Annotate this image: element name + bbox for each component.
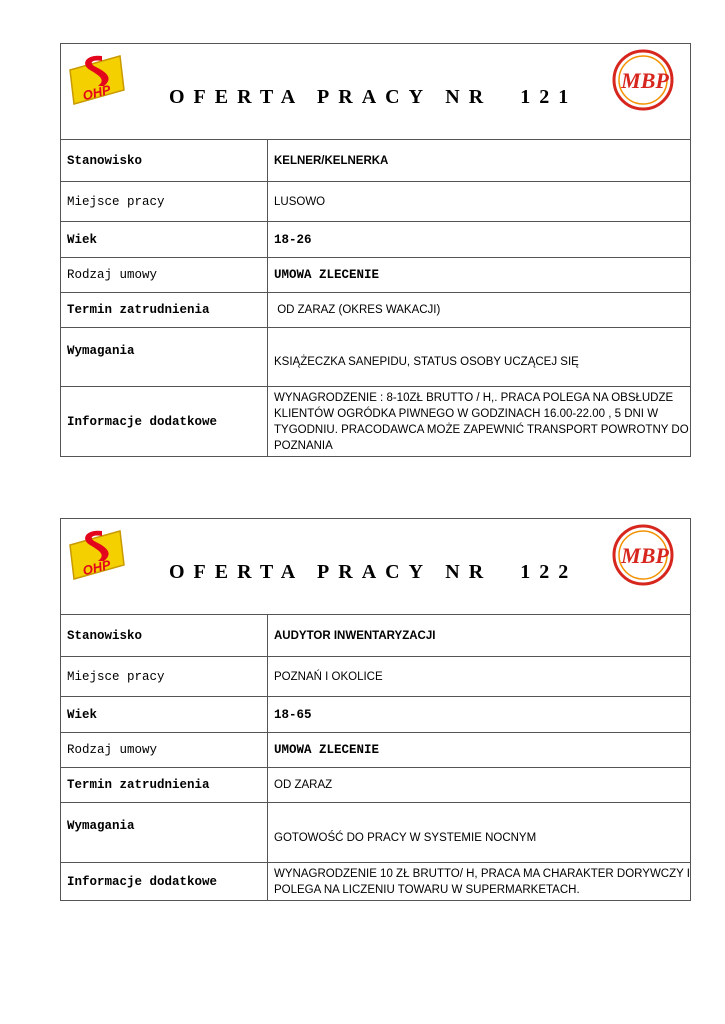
label-workplace: Miejsce pracy: [61, 657, 268, 697]
value-employment-term: OD ZARAZ (OKRES WAKACJI): [268, 293, 691, 328]
value-position: AUDYTOR INWENTARYZACJI: [268, 615, 691, 657]
label-position: Stanowisko: [61, 140, 268, 182]
job-offer-121: [60, 43, 690, 457]
value-additional-info: WYNAGRODZENIE : 8-10ZŁ BRUTTO / H,. PRACA POLEGA NA OBSŁUDZE KLIENTÓW OGRÓDKA PIWNEGO W GODZINACH 16.00-22.00 , 5 DNI W TYGODNIU. PRACODAWCA MOŻE ZAPEWNIĆ TRANSPORT POWROTNY DO POZNANIA: [268, 387, 691, 457]
label-requirements: Wymagania: [61, 803, 268, 863]
label-contract-type: Rodzaj umowy: [61, 258, 268, 293]
value-requirements: KSIĄŻECZKA SANEPIDU, STATUS OSOBY UCZĄCEJ SIĘ: [268, 328, 691, 387]
ohp-logo: [66, 50, 128, 108]
value-employment-term: OD ZARAZ: [268, 768, 691, 803]
label-age: Wiek: [61, 697, 268, 733]
offer-table: [60, 518, 691, 901]
offer-title: OFERTA PRACY NR 122: [169, 561, 578, 583]
svg-text:MBP: MBP: [621, 68, 669, 93]
svg-text:MBP: MBP: [621, 543, 669, 568]
value-position: KELNER/KELNERKA: [268, 140, 691, 182]
value-workplace: LUSOWO: [268, 182, 691, 222]
offer-table: [60, 43, 691, 457]
ohp-logo: [66, 525, 128, 583]
offer-title: OFERTA PRACY NR 121: [169, 86, 578, 108]
svg-text:OHP: OHP: [81, 81, 113, 104]
mbp-logo: [610, 520, 676, 586]
value-workplace: POZNAŃ I OKOLICE: [268, 657, 691, 697]
svg-text:OHP: OHP: [81, 556, 113, 579]
offer-number: 121: [520, 86, 578, 108]
label-contract-type: Rodzaj umowy: [61, 733, 268, 768]
label-position: Stanowisko: [61, 615, 268, 657]
job-offer-122: [60, 518, 690, 901]
value-contract-type: UMOWA ZLECENIE: [268, 733, 691, 768]
value-contract-type: UMOWA ZLECENIE: [268, 258, 691, 293]
label-employment-term: Termin zatrudnienia: [61, 768, 268, 803]
label-requirements: Wymagania: [61, 328, 268, 387]
offer-header: [61, 519, 691, 615]
label-additional-info: Informacje dodatkowe: [61, 387, 268, 457]
label-additional-info: Informacje dodatkowe: [61, 863, 268, 901]
value-additional-info: WYNAGRODZENIE 10 ZŁ BRUTTO/ H, PRACA MA CHARAKTER DORYWCZY I POLEGA NA LICZENIU TOWARU W SUPERMARKETACH.: [268, 863, 691, 901]
label-workplace: Miejsce pracy: [61, 182, 268, 222]
value-requirements: GOTOWOŚĆ DO PRACY W SYSTEMIE NOCNYM: [268, 803, 691, 863]
offer-header: [61, 44, 691, 140]
value-age: 18-65: [268, 697, 691, 733]
mbp-logo: [610, 45, 676, 111]
value-age: 18-26: [268, 222, 691, 258]
label-employment-term: Termin zatrudnienia: [61, 293, 268, 328]
label-age: Wiek: [61, 222, 268, 258]
offer-number: 122: [520, 561, 578, 583]
